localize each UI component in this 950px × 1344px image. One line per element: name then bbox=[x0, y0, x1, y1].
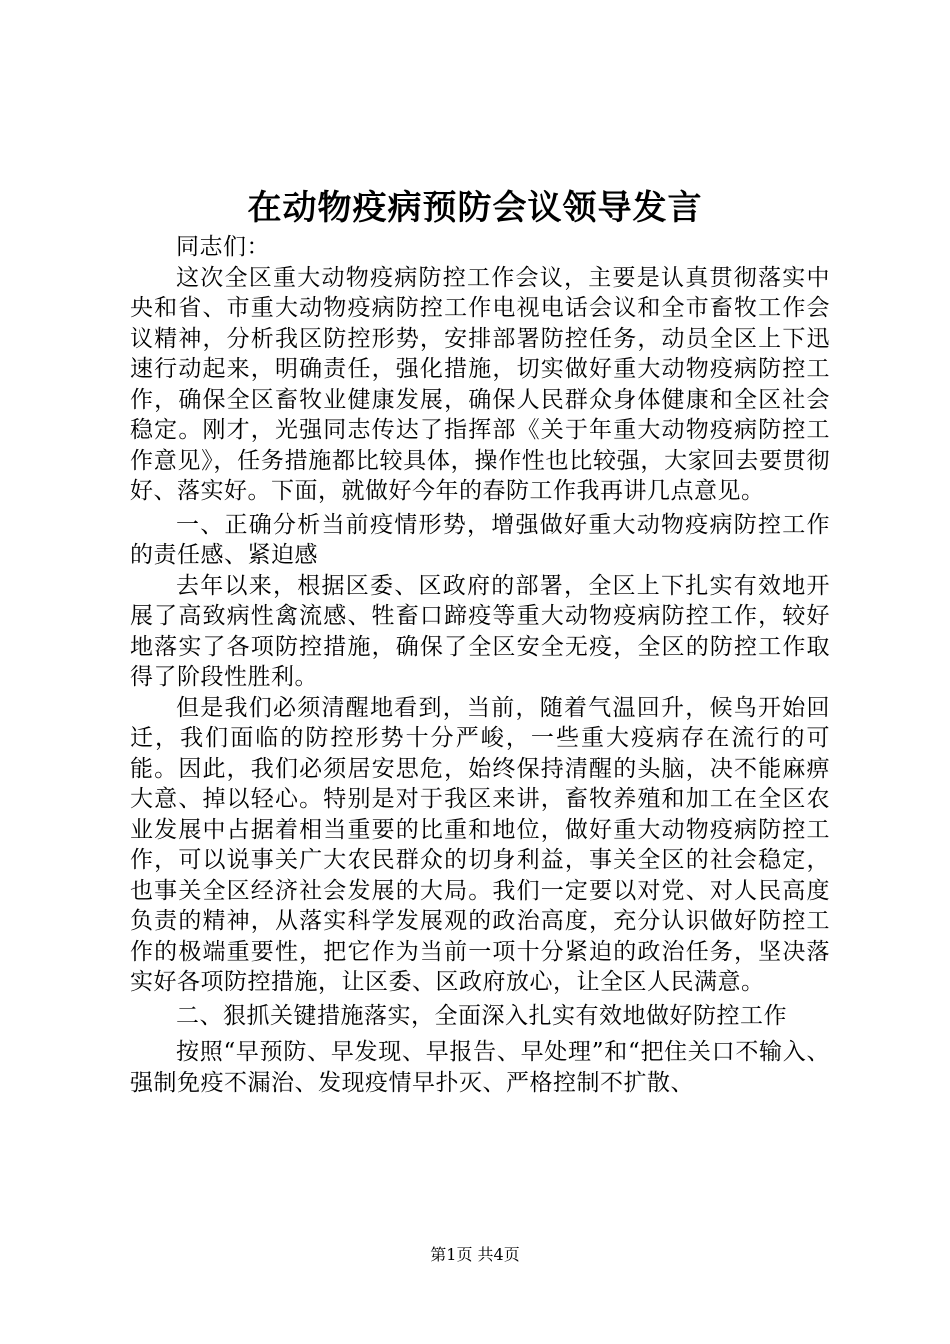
intro-paragraph: 这次全区重大动物疫病防控工作会议，主要是认真贯彻落实中央和省、市重大动物疫病防控工作电视电话会议和全市畜牧工作会议精神，分析我区防控形势，安排部署防控任务，动员全区上下迅速行动起来，明确责任，强化措施，切实做好重大动物疫病防控工作，确保全区畜牧业健康发展，确保人民群众身体健康和全区社会稳定。刚才，光强同志传达了指挥部《关于年重大动物疫病防控工作意见》，任务措施都比较具体，操作性也比较强，大家回去要贯彻好、落实好。下面，就做好今年的春防工作我再讲几点意见。 bbox=[130, 264, 830, 504]
salutation-paragraph: 同志们： bbox=[176, 234, 270, 260]
body-paragraph: 去年以来，根据区委、区政府的部署，全区上下扎实有效地开展了高致病性禽流感、牲畜口蹄疫等重大动物疫病防控工作，较好地落实了各项防控措施，确保了全区安全无疫，全区的防控工作取得了阶段性胜利。 bbox=[130, 572, 830, 690]
section-heading-1: 一、正确分析当前疫情形势，增强做好重大动物疫病防控工作的责任感、紧迫感 bbox=[130, 511, 830, 568]
section-heading-2: 二、狠抓关键措施落实，全面深入扎实有效地做好防控工作 bbox=[176, 1002, 787, 1029]
document-title: 在动物疫病预防会议领导发言 bbox=[247, 188, 703, 228]
page-number: 第1页 共4页 bbox=[430, 1245, 520, 1264]
body-paragraph: 但是我们必须清醒地看到，当前，随着气温回升，候鸟开始回迁，我们面临的防控形势十分严峻，一些重大疫病存在流行的可能。因此，我们必须居安思危，始终保持清醒的头脑，决不能麻痹大意、掉以轻心。特别是对于我区来讲，畜牧养殖和加工在全区农业发展中占据着相当重要的比重和地位，做好重大动物疫病防控工作，可以说事关广大农民群众的切身利益，事关全区的社会稳定，也事关全区经济社会发展的大局。我们一定要以对党、对人民高度负责的精神，从落实科学发展观的政治高度，充分认识做好防控工作的极端重要性，把它作为当前一项十分紧迫的政治任务，坚决落实好各项防控措施，让区委、区政府放心，让全区人民满意。 bbox=[130, 694, 830, 995]
body-paragraph: 按照“早预防、早发现、早报告、早处理”和“把住关口不输入、强制免疫不漏治、发现疫情早扑灭、严格控制不扩散、 bbox=[130, 1039, 830, 1096]
document-body bbox=[130, 232, 830, 1098]
